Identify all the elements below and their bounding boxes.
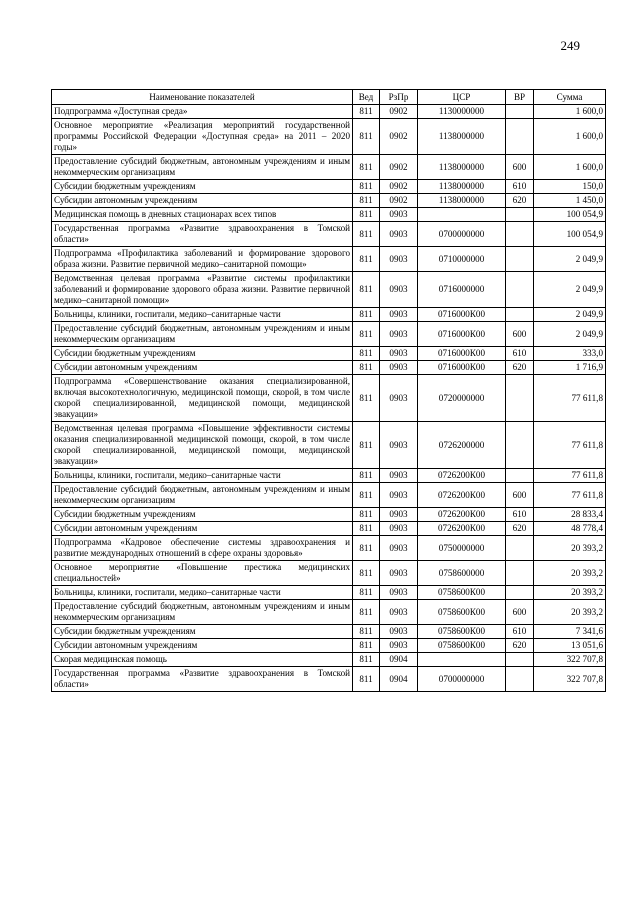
page-number: 249 <box>560 38 580 53</box>
table-row <box>52 155 606 180</box>
table-row <box>52 322 606 347</box>
cell-rz: 0902 <box>380 180 418 194</box>
cell-rz: 0903 <box>380 361 418 375</box>
cell-ved: 811 <box>353 119 380 155</box>
cell-ved: 811 <box>353 347 380 361</box>
cell-rz: 0902 <box>380 105 418 119</box>
cell-ved: 811 <box>353 375 380 422</box>
table-row <box>52 653 606 667</box>
cell-vr <box>506 667 534 692</box>
cell-vr: 610 <box>506 625 534 639</box>
cell-vr: 600 <box>506 322 534 347</box>
cell-ved: 811 <box>353 105 380 119</box>
cell-vr <box>506 586 534 600</box>
cell-csr: 0710000000 <box>418 247 506 272</box>
cell-csr: 0758600К00 <box>418 586 506 600</box>
cell-name: Субсидии автономным учреждениям <box>52 194 353 208</box>
table-row <box>52 180 606 194</box>
cell-name: Субсидии бюджетным учреждениям <box>52 508 353 522</box>
cell-vr: 620 <box>506 639 534 653</box>
cell-sum: 1 450,0 <box>534 194 606 208</box>
cell-ved: 811 <box>353 180 380 194</box>
cell-rz: 0903 <box>380 469 418 483</box>
cell-vr <box>506 308 534 322</box>
cell-vr: 610 <box>506 508 534 522</box>
cell-rz: 0903 <box>380 586 418 600</box>
cell-name: Государственная программа «Развитие здравоохранения в Томской области» <box>52 222 353 247</box>
cell-sum: 1 600,0 <box>534 155 606 180</box>
cell-csr: 0716000К00 <box>418 361 506 375</box>
header-sum: Сумма <box>534 90 606 105</box>
table-row <box>52 347 606 361</box>
cell-sum: 2 049,9 <box>534 272 606 308</box>
cell-vr <box>506 272 534 308</box>
cell-rz: 0903 <box>380 639 418 653</box>
cell-rz: 0904 <box>380 653 418 667</box>
cell-name: Предоставление субсидий бюджетным, автономным учреждениям и иным некоммерческим организациям <box>52 322 353 347</box>
cell-sum: 1 600,0 <box>534 105 606 119</box>
cell-name: Подпрограмма «Доступная среда» <box>52 105 353 119</box>
cell-ved: 811 <box>353 247 380 272</box>
cell-ved: 811 <box>353 469 380 483</box>
cell-csr: 0726200К00 <box>418 469 506 483</box>
table-row <box>52 469 606 483</box>
cell-vr <box>506 469 534 483</box>
cell-vr <box>506 222 534 247</box>
cell-ved: 811 <box>353 625 380 639</box>
cell-ved: 811 <box>353 322 380 347</box>
cell-name: Больницы, клиники, госпитали, медико–санитарные части <box>52 586 353 600</box>
cell-vr: 610 <box>506 180 534 194</box>
cell-ved: 811 <box>353 561 380 586</box>
cell-csr: 0700000000 <box>418 667 506 692</box>
table-row <box>52 222 606 247</box>
table-row <box>52 375 606 422</box>
cell-name: Предоставление субсидий бюджетным, автономным учреждениям и иным некоммерческим организациям <box>52 600 353 625</box>
cell-rz: 0903 <box>380 247 418 272</box>
cell-sum: 322 707,8 <box>534 667 606 692</box>
cell-ved: 811 <box>353 586 380 600</box>
cell-name: Ведомственная целевая программа «Развитие системы профилактики заболеваний и формирование здорового образа жизни. Развитие первичной медико–санитарной помощи» <box>52 272 353 308</box>
cell-sum: 20 393,2 <box>534 536 606 561</box>
cell-csr: 0716000К00 <box>418 347 506 361</box>
cell-rz: 0903 <box>380 222 418 247</box>
cell-ved: 811 <box>353 508 380 522</box>
cell-sum: 20 393,2 <box>534 586 606 600</box>
cell-ved: 811 <box>353 667 380 692</box>
cell-name: Субсидии бюджетным учреждениям <box>52 625 353 639</box>
table-header-row <box>52 90 606 105</box>
cell-ved: 811 <box>353 308 380 322</box>
cell-vr: 620 <box>506 361 534 375</box>
cell-vr <box>506 653 534 667</box>
table-row <box>52 422 606 469</box>
cell-csr: 0726200000 <box>418 422 506 469</box>
cell-csr: 0758600000 <box>418 561 506 586</box>
header-csr: ЦСР <box>418 90 506 105</box>
cell-name: Субсидии бюджетным учреждениям <box>52 347 353 361</box>
cell-ved: 811 <box>353 222 380 247</box>
cell-name: Подпрограмма «Совершенствование оказания специализированной, включая высокотехнологичную, медицинской помощи, скорой, в том числе скорой специализированной, медицинской помощи, медицинской эвакуации» <box>52 375 353 422</box>
table-row <box>52 119 606 155</box>
cell-ved: 811 <box>353 208 380 222</box>
table-row <box>52 247 606 272</box>
cell-ved: 811 <box>353 422 380 469</box>
cell-sum: 20 393,2 <box>534 600 606 625</box>
cell-vr <box>506 561 534 586</box>
cell-rz: 0903 <box>380 422 418 469</box>
cell-csr: 0726200К00 <box>418 508 506 522</box>
cell-sum: 1 716,9 <box>534 361 606 375</box>
cell-rz: 0903 <box>380 508 418 522</box>
header-ved: Вед <box>353 90 380 105</box>
cell-csr: 1138000000 <box>418 155 506 180</box>
cell-rz: 0903 <box>380 483 418 508</box>
cell-vr: 600 <box>506 155 534 180</box>
cell-csr: 0700000000 <box>418 222 506 247</box>
cell-vr: 600 <box>506 483 534 508</box>
cell-sum: 2 049,9 <box>534 308 606 322</box>
cell-vr: 620 <box>506 522 534 536</box>
cell-rz: 0903 <box>380 347 418 361</box>
cell-rz: 0903 <box>380 308 418 322</box>
cell-rz: 0903 <box>380 322 418 347</box>
cell-name: Предоставление субсидий бюджетным, автономным учреждениям и иным некоммерческим организациям <box>52 155 353 180</box>
cell-name: Медицинская помощь в дневных стационарах всех типов <box>52 208 353 222</box>
cell-vr: 620 <box>506 194 534 208</box>
cell-rz: 0904 <box>380 667 418 692</box>
cell-csr: 0758600К00 <box>418 639 506 653</box>
table-row <box>52 483 606 508</box>
cell-sum: 7 341,6 <box>534 625 606 639</box>
cell-vr <box>506 422 534 469</box>
cell-csr: 0758600К00 <box>418 600 506 625</box>
cell-rz: 0903 <box>380 272 418 308</box>
cell-name: Подпрограмма «Кадровое обеспечение системы здравоохранения и развитие международных отношений в сфере охраны здоровья» <box>52 536 353 561</box>
cell-ved: 811 <box>353 194 380 208</box>
table-row <box>52 522 606 536</box>
table-row <box>52 625 606 639</box>
cell-sum: 2 049,9 <box>534 322 606 347</box>
cell-rz: 0903 <box>380 625 418 639</box>
table-row <box>52 105 606 119</box>
cell-csr: 0716000000 <box>418 272 506 308</box>
cell-vr <box>506 375 534 422</box>
cell-sum: 77 611,8 <box>534 422 606 469</box>
header-vr: ВР <box>506 90 534 105</box>
cell-csr: 0758600К00 <box>418 625 506 639</box>
cell-sum: 13 051,6 <box>534 639 606 653</box>
header-name: Наименование показателей <box>52 90 353 105</box>
cell-rz: 0903 <box>380 600 418 625</box>
cell-csr: 0750000000 <box>418 536 506 561</box>
budget-table <box>51 89 606 692</box>
cell-name: Субсидии автономным учреждениям <box>52 639 353 653</box>
cell-name: Основное мероприятие «Реализация мероприятий государственной программы Российской Федерации «Доступная среда» на 2011 – 2020 годы» <box>52 119 353 155</box>
cell-sum: 333,0 <box>534 347 606 361</box>
cell-sum: 20 393,2 <box>534 561 606 586</box>
cell-sum: 48 778,4 <box>534 522 606 536</box>
cell-rz: 0903 <box>380 522 418 536</box>
cell-name: Больницы, клиники, госпитали, медико–санитарные части <box>52 308 353 322</box>
table-row <box>52 667 606 692</box>
header-rz: РзПр <box>380 90 418 105</box>
cell-name: Скорая медицинская помощь <box>52 653 353 667</box>
cell-name: Субсидии автономным учреждениям <box>52 361 353 375</box>
cell-rz: 0903 <box>380 208 418 222</box>
cell-name: Больницы, клиники, госпитали, медико–санитарные части <box>52 469 353 483</box>
cell-ved: 811 <box>353 272 380 308</box>
cell-sum: 1 600,0 <box>534 119 606 155</box>
cell-csr: 1130000000 <box>418 105 506 119</box>
cell-ved: 811 <box>353 653 380 667</box>
cell-rz: 0902 <box>380 155 418 180</box>
cell-ved: 811 <box>353 536 380 561</box>
cell-csr: 0726200К00 <box>418 483 506 508</box>
cell-vr <box>506 105 534 119</box>
cell-sum: 100 054,9 <box>534 222 606 247</box>
cell-name: Субсидии бюджетным учреждениям <box>52 180 353 194</box>
cell-rz: 0902 <box>380 194 418 208</box>
cell-ved: 811 <box>353 639 380 653</box>
cell-sum: 77 611,8 <box>534 375 606 422</box>
cell-ved: 811 <box>353 361 380 375</box>
cell-vr <box>506 208 534 222</box>
cell-vr: 600 <box>506 600 534 625</box>
cell-csr <box>418 653 506 667</box>
cell-name: Государственная программа «Развитие здравоохранения в Томской области» <box>52 667 353 692</box>
cell-csr: 1138000000 <box>418 119 506 155</box>
table-row <box>52 194 606 208</box>
table-row <box>52 308 606 322</box>
cell-csr: 0716000К00 <box>418 322 506 347</box>
cell-csr: 0720000000 <box>418 375 506 422</box>
cell-name: Ведомственная целевая программа «Повышение эффективности системы оказания специализированной медицинской помощи, скорой, в том числе скорой специализированной, медицинской помощи, медицинской эвакуации» <box>52 422 353 469</box>
table-row <box>52 208 606 222</box>
cell-vr <box>506 536 534 561</box>
cell-csr <box>418 208 506 222</box>
cell-csr: 0716000К00 <box>418 308 506 322</box>
cell-sum: 2 049,9 <box>534 247 606 272</box>
cell-name: Подпрограмма «Профилактика заболеваний и формирование здорового образа жизни. Развитие первичной медико–санитарной помощи» <box>52 247 353 272</box>
cell-ved: 811 <box>353 483 380 508</box>
cell-rz: 0903 <box>380 561 418 586</box>
cell-vr <box>506 247 534 272</box>
cell-rz: 0903 <box>380 536 418 561</box>
cell-sum: 77 611,8 <box>534 483 606 508</box>
cell-vr <box>506 119 534 155</box>
table-row <box>52 536 606 561</box>
table-row <box>52 508 606 522</box>
cell-sum: 100 054,9 <box>534 208 606 222</box>
cell-sum: 150,0 <box>534 180 606 194</box>
cell-name: Основное мероприятие «Повышение престижа медицинских специальностей» <box>52 561 353 586</box>
table-row <box>52 561 606 586</box>
cell-ved: 811 <box>353 600 380 625</box>
cell-sum: 28 833,4 <box>534 508 606 522</box>
table-row <box>52 272 606 308</box>
table-row <box>52 586 606 600</box>
cell-csr: 0726200К00 <box>418 522 506 536</box>
table-row <box>52 361 606 375</box>
cell-ved: 811 <box>353 522 380 536</box>
cell-sum: 322 707,8 <box>534 653 606 667</box>
cell-rz: 0902 <box>380 119 418 155</box>
table-row <box>52 639 606 653</box>
cell-sum: 77 611,8 <box>534 469 606 483</box>
table-row <box>52 600 606 625</box>
cell-ved: 811 <box>353 155 380 180</box>
cell-csr: 1138000000 <box>418 180 506 194</box>
cell-csr: 1138000000 <box>418 194 506 208</box>
cell-vr: 610 <box>506 347 534 361</box>
cell-rz: 0903 <box>380 375 418 422</box>
cell-name: Субсидии автономным учреждениям <box>52 522 353 536</box>
cell-name: Предоставление субсидий бюджетным, автономным учреждениям и иным некоммерческим организациям <box>52 483 353 508</box>
table-body <box>52 105 606 692</box>
